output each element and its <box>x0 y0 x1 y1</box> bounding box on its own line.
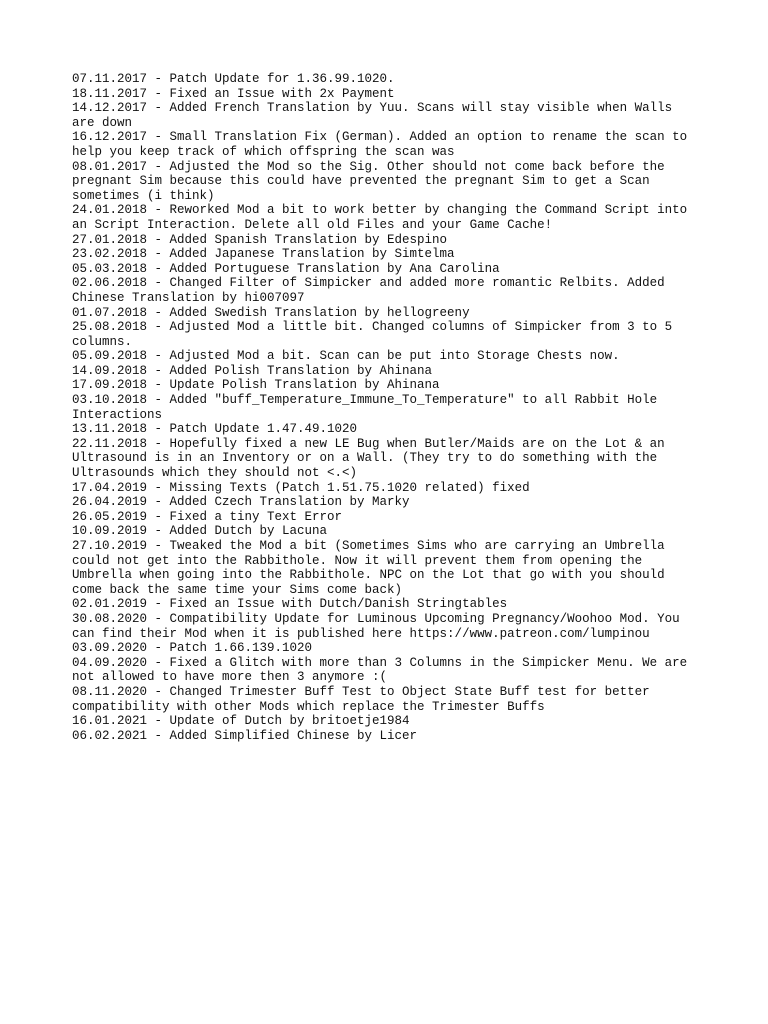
changelog-entry: 02.01.2019 - Fixed an Issue with Dutch/Danish Stringtables <box>72 597 508 612</box>
changelog-entry: 04.09.2020 - Fixed a Glitch with more than 3 Columns in the Simpicker Menu. We are not allowed to have more then 3 anymore :( <box>72 655 688 685</box>
changelog-entry: 26.05.2019 - Fixed a tiny Text Error <box>72 509 343 524</box>
changelog-entry: 06.02.2021 - Added Simplified Chinese by Licer <box>72 728 418 743</box>
changelog-document <box>72 72 702 743</box>
changelog-entry: 03.10.2018 - Added "buff_Temperature_Immune_To_Temperature" to all Rabbit Hole Interactions <box>72 393 658 422</box>
changelog-entry: 26.04.2019 - Added Czech Translation by Marky <box>72 495 410 510</box>
changelog-entry: 08.11.2020 - Changed Trimester Buff Test to Object State Buff test for better compatibility with other Mods which replace the Trimester Buffs <box>72 684 650 714</box>
changelog-entry: 17.09.2018 - Update Polish Translation by Ahinana <box>72 378 440 393</box>
changelog-entry: 23.02.2018 - Added Japanese Translation by Simtelma <box>72 247 455 262</box>
changelog-entry: 08.01.2017 - Adjusted the Mod so the Sig. Other should not come back before the pregnant Sim because this could have prevented the pregnant Sim to get a Scan sometimes (i think) <box>72 159 665 203</box>
changelog-entry: 07.11.2017 - Patch Update for 1.36.99.1020. <box>72 72 395 86</box>
changelog-entry: 05.09.2018 - Adjusted Mod a bit. Scan can be put into Storage Chests now. <box>72 349 620 364</box>
changelog-entry: 18.11.2017 - Fixed an Issue with 2x Payment <box>72 86 395 101</box>
changelog-entry: 05.03.2018 - Added Portuguese Translation by Ana Carolina <box>72 261 500 276</box>
changelog-entry: 16.12.2017 - Small Translation Fix (German). Added an option to rename the scan to help you keep track of which offspring the scan was <box>72 130 688 159</box>
changelog-entry: 16.01.2021 - Update of Dutch by britoetje1984 <box>72 714 410 729</box>
changelog-entry: 24.01.2018 - Reworked Mod a bit to work better by changing the Command Script into an Script Interaction. Delete all old Files and your Game Cache! <box>72 203 688 232</box>
changelog-entry: 10.09.2019 - Added Dutch by Lacuna <box>72 524 328 539</box>
changelog-entry: 25.08.2018 - Adjusted Mod a little bit. Changed columns of Simpicker from 3 to 5 columns. <box>72 320 673 349</box>
changelog-entry: 30.08.2020 - Compatibility Update for Luminous Upcoming Pregnancy/Woohoo Mod. You can find their Mod when it is published here https://www.patreon.com/lumpinou <box>72 611 680 641</box>
changelog-entry: 22.11.2018 - Hopefully fixed a new LE Bug when Butler/Maids are on the Lot & an Ultrasound is in an Inventory or on a Wall. (They try to do something with the Ultrasounds which they should not <.<) <box>72 436 665 481</box>
changelog-entry: 13.11.2018 - Patch Update 1.47.49.1020 <box>72 422 358 437</box>
changelog-entry: 27.10.2019 - Tweaked the Mod a bit (Sometimes Sims who are carrying an Umbrella could not get into the Rabbithole. Now it will prevent them from opening the Umbrella when going into the Rabbithole. NPC on the Lot that go with you should come back the same time your Sims come back) <box>72 539 665 597</box>
changelog-entry: 14.09.2018 - Added Polish Translation by Ahinana <box>72 363 433 378</box>
changelog-entry: 03.09.2020 - Patch 1.66.139.1020 <box>72 641 313 656</box>
changelog-entry: 02.06.2018 - Changed Filter of Simpicker and added more romantic Relbits. Added Chinese Translation by hi007097 <box>72 276 665 305</box>
changelog-entry: 27.01.2018 - Added Spanish Translation by Edespino <box>72 232 448 247</box>
changelog-entry: 01.07.2018 - Added Swedish Translation by hellogreeny <box>72 305 470 320</box>
changelog-entry: 17.04.2019 - Missing Texts (Patch 1.51.75.1020 related) fixed <box>72 480 530 495</box>
changelog-entry: 14.12.2017 - Added French Translation by Yuu. Scans will stay visible when Walls are down <box>72 101 673 130</box>
